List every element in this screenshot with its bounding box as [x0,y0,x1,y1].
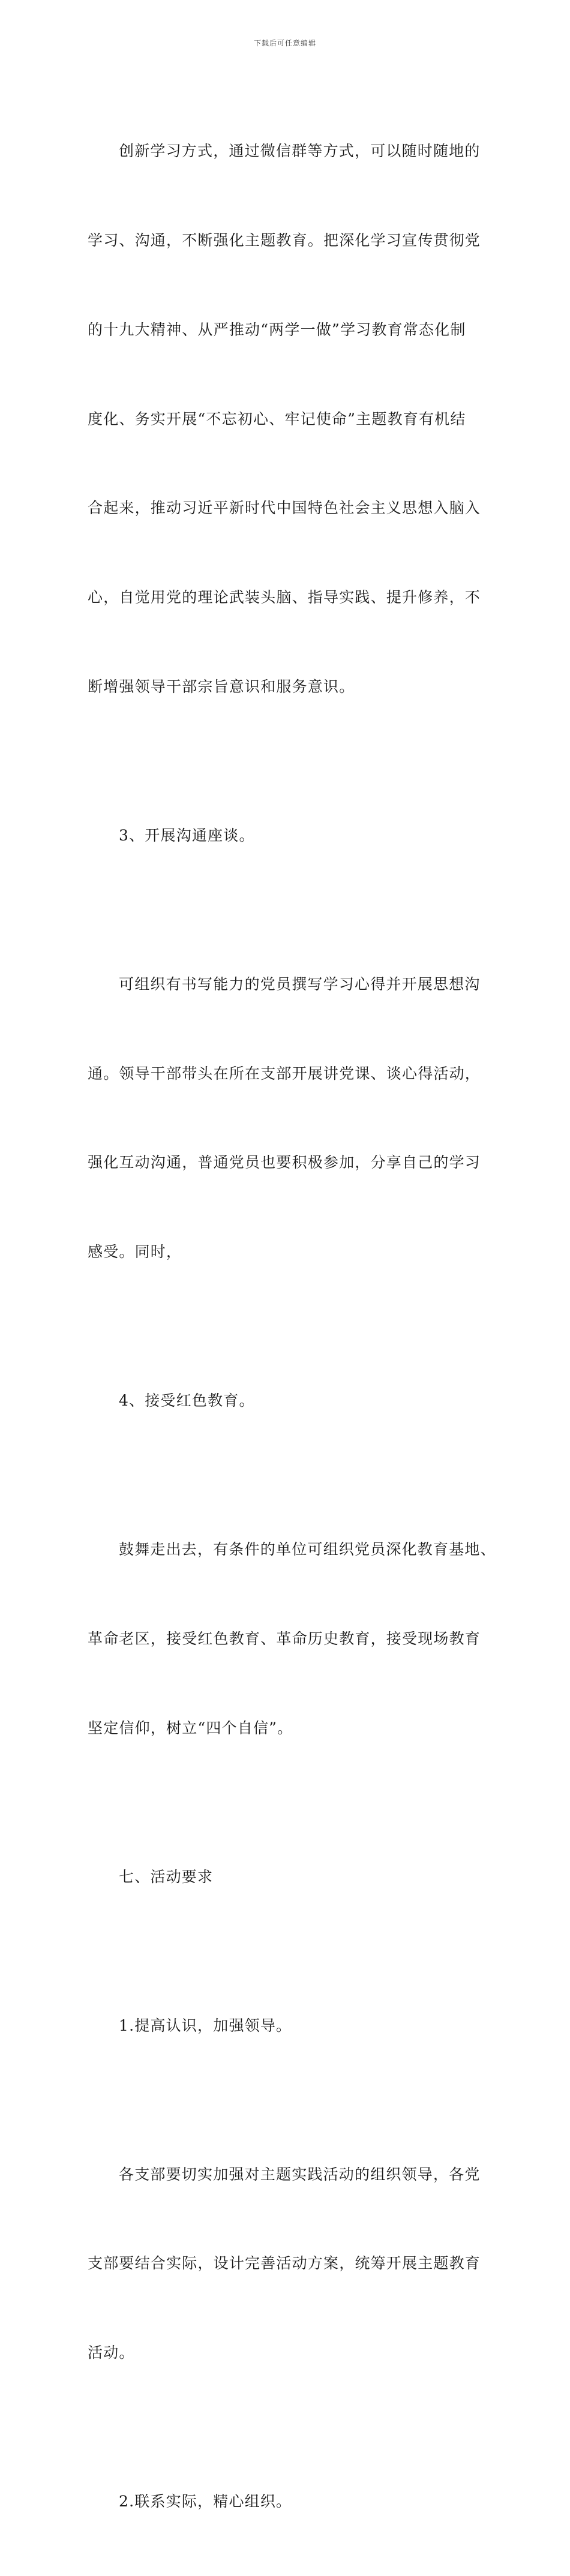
paragraph [88,2100,502,2427]
text-line: 各支部要切实加强对主题实践活动的组织领导，各党 [119,2165,481,2183]
text-line: 七、活动要求 [119,1868,214,1886]
section-heading [88,1802,502,1951]
text-line: 心，自觉用党的理论武装头脑、指导实践、提升修养，不 [88,589,481,607]
text-line: 合起来，推动习近平新时代中国特色社会主义思想入脑入 [88,499,481,517]
document-body [88,77,502,2576]
text-line: 断增强领导干部宗旨意识和服务意识。 [88,677,355,695]
text-line: 可组织有书写能力的党员撰写学习心得并开展思想沟 [119,975,481,993]
page-header: 下载后可任意编辑 [253,39,316,47]
text-line: 的十九大精神、从严推动“两学一做”学习教育常态化制 [88,320,466,338]
text-line: 学习、沟通，不断强化主题教育。把深化学习宣传贯彻党 [88,231,481,249]
text-line: 4、接受红色教育。 [119,1392,255,1410]
text-line: 创新学习方式，通过微信群等方式，可以随时随地的 [119,142,481,160]
subsection-heading [88,1951,502,2100]
text-line: 2.联系实际，精心组织。 [119,2493,292,2511]
text-line: 感受。同时， [88,1243,182,1261]
text-line: 通。领导干部带头在所在支部开展讲党课、谈心得活动， [88,1064,481,1082]
section-heading [88,761,502,910]
section-heading [88,1326,502,1475]
text-line: 度化、务实开展“不忘初心、牢记使命”主题教育有机结 [88,410,466,428]
text-line: 革命老区，接受红色教育、革命历史教育，接受现场教育 [88,1629,481,1647]
text-line: 强化互动沟通，普通党员也要积极参加，分享自己的学习 [88,1154,481,1172]
paragraph [88,1475,502,1803]
text-line: 支部要结合实际，设计完善活动方案，统筹开展主题教育 [88,2254,481,2272]
paragraph [88,910,502,1326]
text-line: 3、开展沟通座谈。 [119,826,255,844]
text-line: 活动。 [88,2344,135,2362]
text-line: 1.提高认识，加强领导。 [119,2016,292,2034]
text-line: 坚定信仰，树立“四个自信”。 [88,1719,293,1737]
text-line: 鼓舞走出去，有条件的单位可组织党员深化教育基地、 [119,1541,496,1559]
subsection-heading [88,2427,502,2576]
paragraph [88,77,502,761]
